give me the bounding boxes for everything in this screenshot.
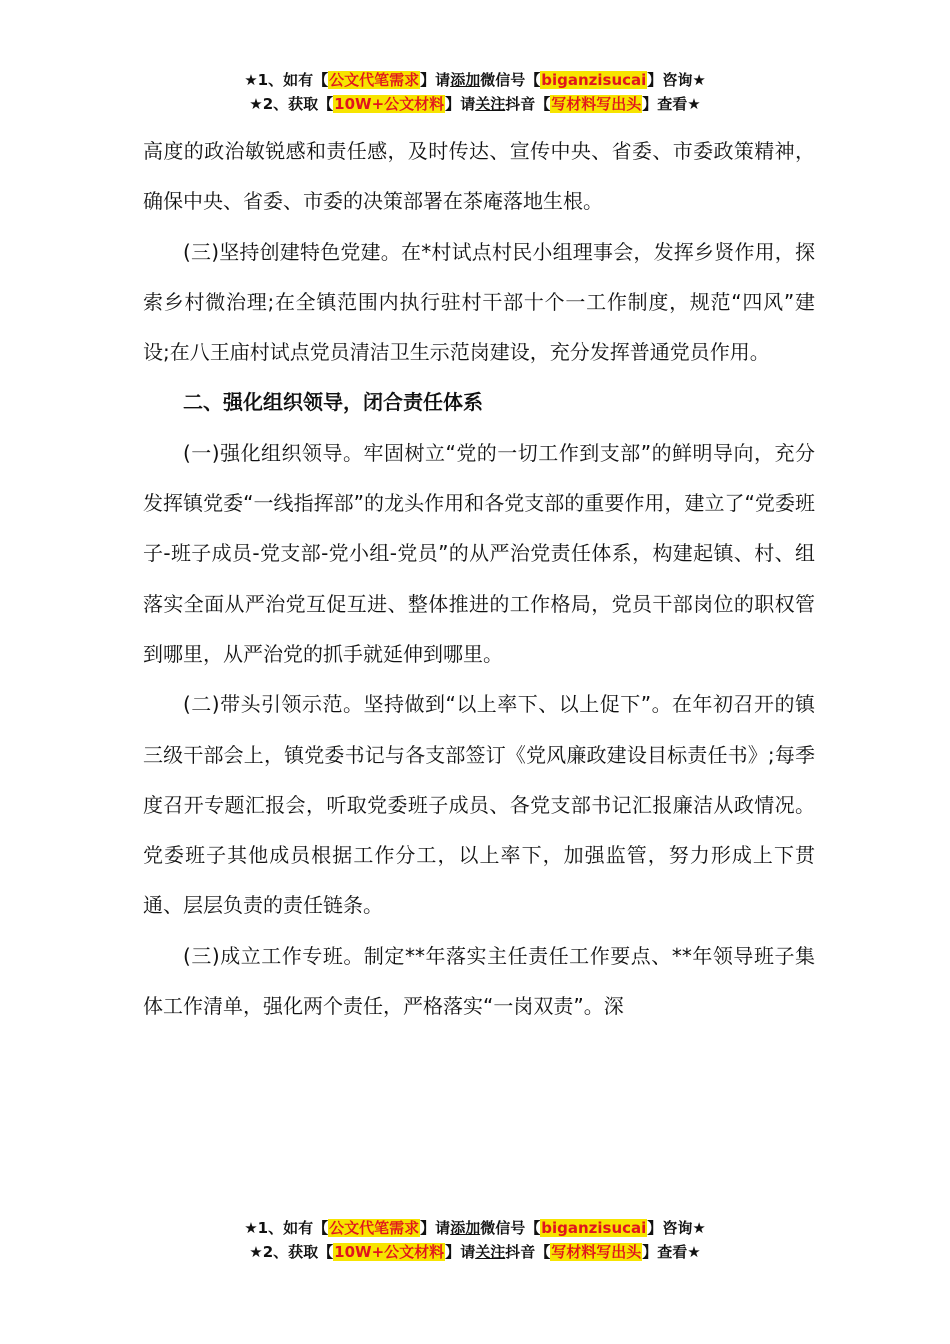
paragraph-work-task-force: (三)成立工作专班。制定**年落实主任责任工作要点、**年领导班子集体工作清单，强化两个责任，严格落实“一岗双责”。深 [143, 943, 815, 1019]
banner-text: 微信号 [480, 1219, 526, 1237]
banner-bracket: 【 [318, 95, 334, 113]
footer-banner [0, 1216, 950, 1264]
paragraph-lead-by-example: (二)带头引领示范。坚持做到“以上率下、以上促下”。在年初召开的镇三级干部会上，镇党委书记与各支部签订《党风廉政建设目标责任书》;每季度召开专题汇报会，听取党委班子成员、各党支部书记汇报廉洁从政情况。党委班子其他成员根据工作分工，以上率下，加强监管，努力形成上下贯通、层层负责的责任链条。 [143, 692, 815, 918]
banner-text: ★2、获取 [249, 1243, 319, 1261]
banner-underline-text: 关注 [475, 1243, 506, 1261]
document-body [143, 126, 815, 1031]
banner-line-1 [0, 1216, 950, 1240]
paragraph-special-party-building: (三)坚持创建特色党建。在*村试点村民小组理事会，发挥乡贤作用，探索乡村微治理;在全镇范围内执行驻村干部十个一工作制度，规范“四风”建设;在八王庙村试点党员清洁卫生示范岗建设，充分发挥普通党员作用。 [143, 239, 815, 365]
banner-text: 查看★ [657, 95, 701, 113]
banner-bracket: 【 [535, 95, 551, 113]
banner-line-2 [0, 92, 950, 116]
banner-bracket: 】 [642, 1243, 658, 1261]
banner-bracket: 【 [313, 1219, 329, 1237]
banner-text: 请 [460, 95, 476, 113]
banner-line-2 [0, 1240, 950, 1264]
banner-highlight-service: 公文代笔需求 [329, 1219, 420, 1237]
banner-text: 咨询★ [662, 71, 706, 89]
banner-text: 咨询★ [662, 1219, 706, 1237]
banner-text: 请 [460, 1243, 476, 1261]
banner-highlight-douyin: 写材料写出头 [551, 95, 642, 113]
banner-bracket: 【 [525, 71, 541, 89]
section-heading-2: 二、强化组织领导，闭合责任体系 [183, 390, 483, 415]
paragraph-organization-leadership: (一)强化组织领导。牢固树立“党的一切工作到支部”的鲜明导向，充分发挥镇党委“一线指挥部”的龙头作用和各党支部的重要作用，建立了“党委班子-班子成员-党支部-党小组-党员”的从严治党责任体系，构建起镇、村、组落实全面从严治党互促互进、整体推进的工作格局，党员干部岗位的职权管到哪里，从严治党的抓手就延伸到哪里。 [143, 440, 815, 666]
banner-bracket: 】 [647, 71, 663, 89]
banner-highlight-douyin: 写材料写出头 [551, 1243, 642, 1261]
banner-underline-text: 添加 [450, 1219, 481, 1237]
banner-highlight-materials: 10W+公文材料 [334, 95, 445, 113]
banner-highlight-wechat-id: biganzisucai [541, 71, 647, 89]
banner-bracket: 】 [445, 1243, 461, 1261]
banner-highlight-wechat-id: biganzisucai [541, 1219, 647, 1237]
banner-bracket: 】 [642, 95, 658, 113]
paragraph-continuation: 高度的政治敏锐感和责任感，及时传达、宣传中央、省委、市委政策精神，确保中央、省委、市委的决策部署在茶庵落地生根。 [143, 139, 815, 214]
banner-underline-text: 关注 [475, 95, 506, 113]
banner-text: 抖音 [505, 1243, 536, 1261]
banner-bracket: 】 [445, 95, 461, 113]
banner-bracket: 【 [318, 1243, 334, 1261]
banner-bracket: 】 [420, 1219, 436, 1237]
banner-bracket: 【 [313, 71, 329, 89]
banner-bracket: 【 [525, 1219, 541, 1237]
banner-text: ★2、获取 [249, 95, 319, 113]
banner-highlight-service: 公文代笔需求 [329, 71, 420, 89]
banner-text: 请 [435, 71, 451, 89]
banner-highlight-materials: 10W+公文材料 [334, 1243, 445, 1261]
banner-text: 查看★ [657, 1243, 701, 1261]
banner-underline-text: 添加 [450, 71, 481, 89]
banner-bracket: 】 [647, 1219, 663, 1237]
banner-text: ★1、如有 [244, 1219, 314, 1237]
banner-text: 微信号 [480, 71, 526, 89]
banner-bracket: 】 [420, 71, 436, 89]
banner-text: 抖音 [505, 95, 536, 113]
banner-text: 请 [435, 1219, 451, 1237]
banner-bracket: 【 [535, 1243, 551, 1261]
banner-line-1 [0, 68, 950, 92]
header-banner [0, 68, 950, 116]
banner-text: ★1、如有 [244, 71, 314, 89]
